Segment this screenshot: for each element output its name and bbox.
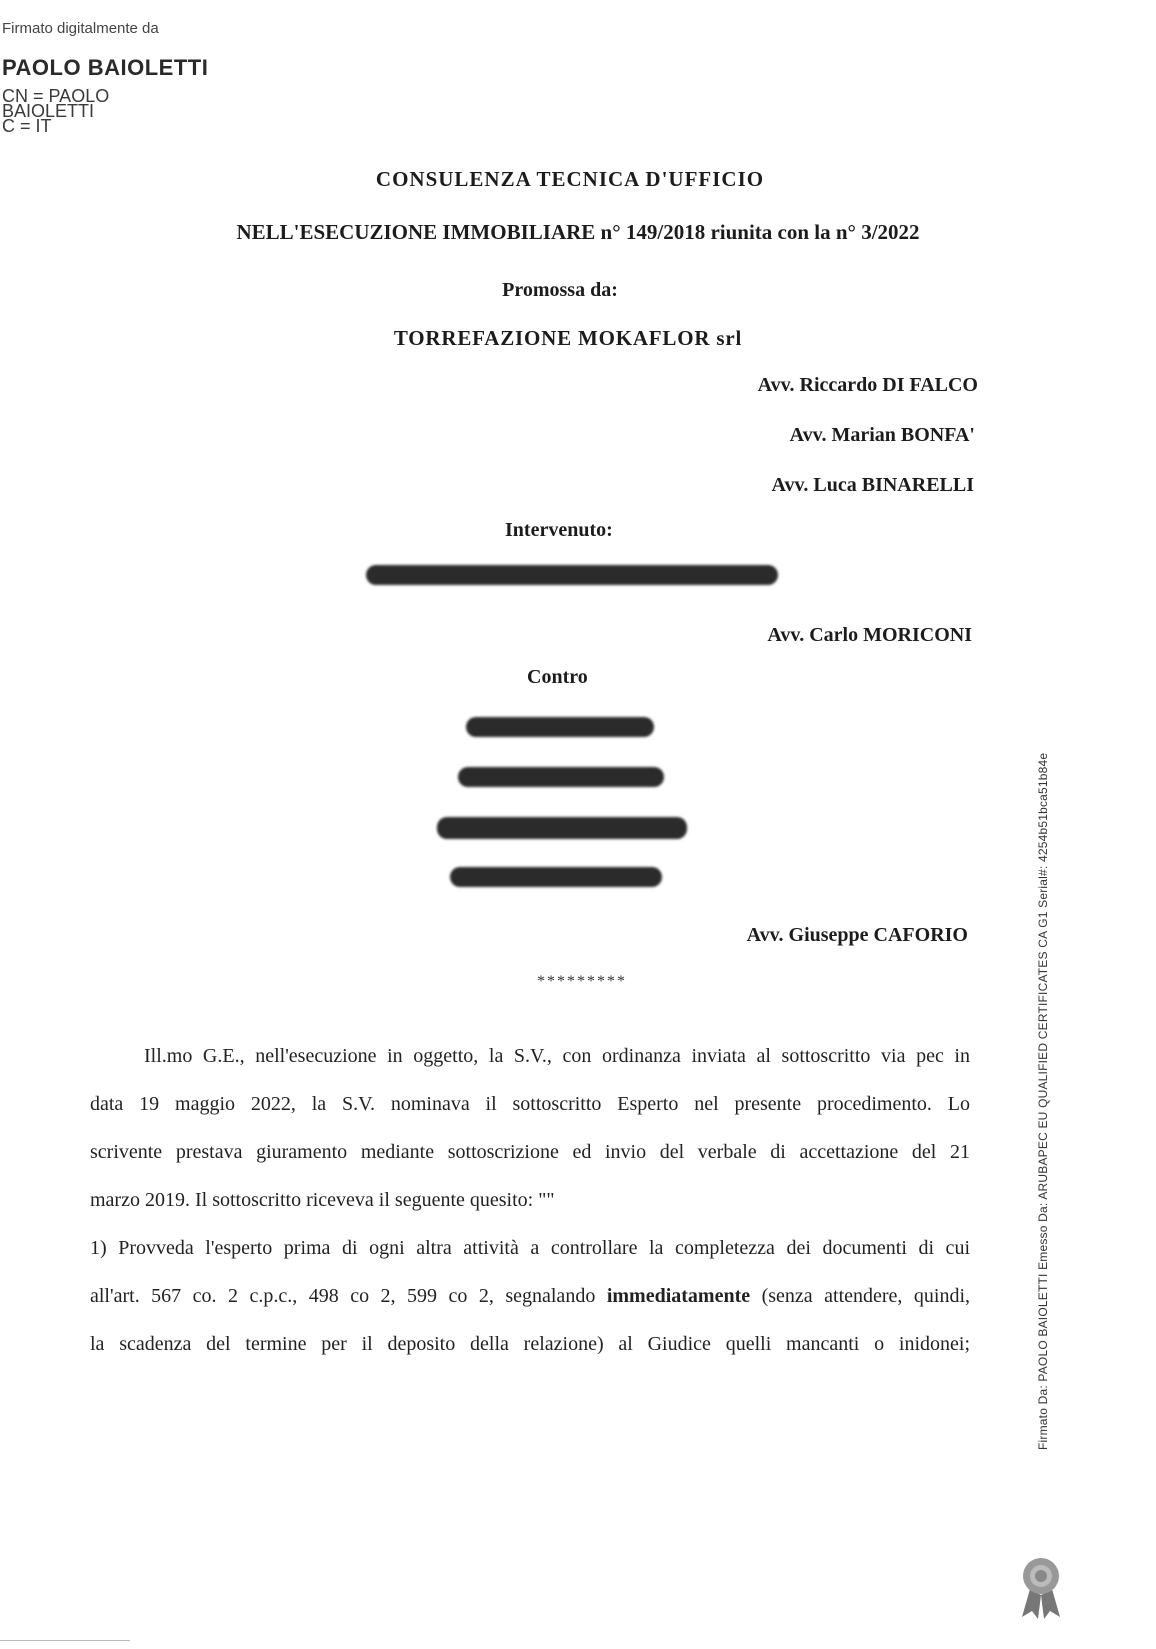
- body-paragraph: [90, 1032, 970, 1368]
- cn-line-2: BAIOLETTI: [2, 101, 95, 121]
- q1-emphasis: immediatamente: [606, 1285, 751, 1307]
- rosette-seal-icon: [1018, 1555, 1064, 1621]
- side-signature-text: Firmato Da: PAOLO BAIOLETTI Emesso Da: ARUBAPEC EU QUALIFIED CERTIFICATES CA G1 Serial#: 4254b51bca51b84e: [1036, 752, 1050, 1450]
- contro-label: Contro: [527, 666, 588, 688]
- body-line-4: marzo 2019. Il sottoscritto riceveva il seguente quesito: "": [90, 1189, 555, 1211]
- cn-line-1: CN = PAOLO: [2, 86, 110, 106]
- lawyer-di-falco: Avv. Riccardo DI FALCO: [757, 374, 978, 396]
- redacted-intervenor-name: [366, 565, 778, 585]
- lawyer-bonfa: Avv. Marian BONFA': [789, 424, 975, 446]
- document-title: CONSULENZA TECNICA D'UFFICIO: [375, 167, 765, 191]
- digital-signature-stamp: [2, 20, 208, 134]
- question-1-line-3: la scadenza del termine per il deposito della relazione) al Giudice quelli mancanti o inidonei;: [90, 1333, 970, 1355]
- question-1-line-2: [90, 1272, 970, 1320]
- q1-text-b: (senza attendere, quindi,: [761, 1285, 971, 1307]
- signer-name: PAOLO BAIOLETTI: [2, 55, 209, 80]
- lawyer-moriconi: Avv. Carlo MORICONI: [767, 624, 972, 646]
- stamp-label: Firmato digitalmente da: [2, 20, 159, 37]
- q1-text-a: all'art. 567 co. 2 c.p.c., 498 co 2, 599 co 2, segnalando: [90, 1285, 596, 1307]
- body-line-2: data 19 maggio 2022, la S.V. nominava il sottoscritto Esperto nel presente procedimento. Lo: [90, 1093, 970, 1115]
- redacted-debtor-1: [466, 717, 654, 737]
- bottom-rule: [0, 1640, 130, 1641]
- redacted-debtor-4: [450, 867, 662, 887]
- redacted-debtor-3: [437, 817, 687, 839]
- body-line-3: scrivente prestava giuramento mediante sottoscrizione ed invio del verbale di accettazione del 21: [90, 1141, 970, 1163]
- lawyer-caforio: Avv. Giuseppe CAFORIO: [746, 924, 968, 946]
- lawyer-binarelli: Avv. Luca BINARELLI: [771, 474, 974, 496]
- cn-country: C = IT: [2, 116, 52, 136]
- creditor-name: TORREFAZIONE MOKAFLOR srl: [393, 326, 743, 350]
- intervenor-label: Intervenuto:: [505, 519, 613, 541]
- procedure-number: NELL'ESECUZIONE IMMOBILIARE n° 149/2018 riunita con la n° 3/2022: [236, 220, 920, 244]
- separator-asterisks: *********: [537, 973, 627, 990]
- signer-cn: [2, 86, 208, 136]
- redacted-debtor-2: [458, 767, 664, 787]
- body-line-1: Ill.mo G.E., nell'esecuzione in oggetto, la S.V., con ordinanza inviata al sottoscritto via pec in: [144, 1045, 970, 1067]
- promoted-by-label: Promossa da:: [502, 279, 618, 301]
- question-1-line-1: 1) Provveda l'esperto prima di ogni altra attività a controllare la completezza dei documenti di cui: [90, 1237, 970, 1259]
